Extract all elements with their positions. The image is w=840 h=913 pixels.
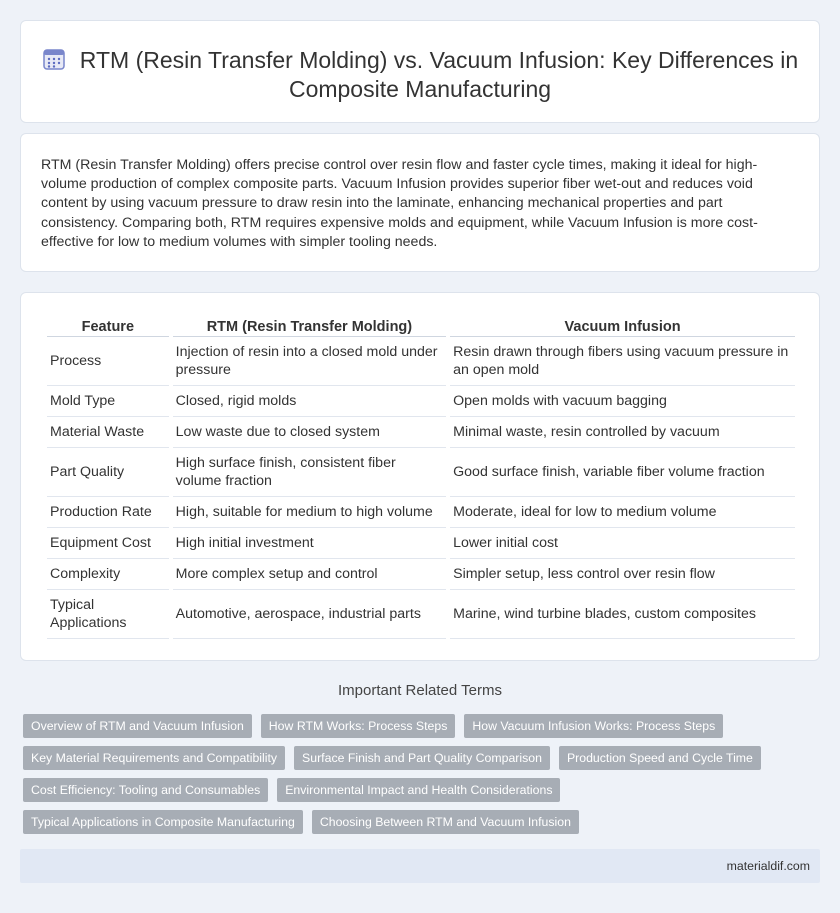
vacuum-cell: Moderate, ideal for low to medium volume bbox=[450, 497, 795, 528]
rtm-cell: Injection of resin into a closed mold under pressure bbox=[173, 337, 446, 386]
tag-row bbox=[23, 714, 813, 738]
related-term-tag[interactable]: Production Speed and Cycle Time bbox=[559, 746, 761, 770]
table-row bbox=[47, 337, 795, 386]
table-row bbox=[47, 528, 795, 559]
comparison-card bbox=[20, 292, 820, 661]
vacuum-cell: Simpler setup, less control over resin flow bbox=[450, 559, 795, 590]
calendar-icon bbox=[42, 47, 66, 71]
vacuum-cell: Open molds with vacuum bagging bbox=[450, 386, 795, 417]
vacuum-cell: Resin drawn through fibers using vacuum pressure in an open mold bbox=[450, 337, 795, 386]
table-row bbox=[47, 559, 795, 590]
related-term-tag[interactable]: How Vacuum Infusion Works: Process Steps bbox=[464, 714, 723, 738]
rtm-cell: High, suitable for medium to high volume bbox=[173, 497, 446, 528]
vacuum-cell: Marine, wind turbine blades, custom composites bbox=[450, 590, 795, 639]
related-term-tag[interactable]: Overview of RTM and Vacuum Infusion bbox=[23, 714, 252, 738]
intro-paragraph: RTM (Resin Transfer Molding) offers precise control over resin flow and faster cycle times, making it ideal for high-volume production of complex composite parts. Vacuum Infusion provides superior fiber wet-out and reduces void content by using vacuum pressure to draw resin into the laminate, enhancing mechanical properties and part consistency. Comparing both, RTM requires expensive molds and equipment, while Vacuum Infusion is more cost-effective for low to medium volumes with simpler tooling needs. bbox=[41, 157, 758, 250]
vacuum-cell: Good surface finish, variable fiber volume fraction bbox=[450, 448, 795, 497]
tag-row bbox=[23, 778, 813, 802]
related-term-tag[interactable]: Environmental Impact and Health Considerations bbox=[277, 778, 560, 802]
header-vacuum-infusion: Vacuum Infusion bbox=[450, 315, 795, 337]
feature-cell: Complexity bbox=[47, 559, 169, 590]
page-title bbox=[21, 46, 819, 104]
vacuum-cell: Minimal waste, resin controlled by vacuum bbox=[450, 417, 795, 448]
rtm-cell: More complex setup and control bbox=[173, 559, 446, 590]
header-feature: Feature bbox=[47, 315, 169, 337]
table-row bbox=[47, 590, 795, 639]
intro-card bbox=[20, 133, 820, 272]
feature-cell: Material Waste bbox=[47, 417, 169, 448]
feature-cell: Process bbox=[47, 337, 169, 386]
rtm-cell: Low waste due to closed system bbox=[173, 417, 446, 448]
page-title-text: RTM (Resin Transfer Molding) vs. Vacuum Infusion: Key Differences in Composite Manufacturing bbox=[79, 47, 799, 102]
vacuum-cell: Lower initial cost bbox=[450, 528, 795, 559]
feature-cell: Equipment Cost bbox=[47, 528, 169, 559]
related-term-tag[interactable]: Choosing Between RTM and Vacuum Infusion bbox=[312, 810, 579, 834]
rtm-cell: Closed, rigid molds bbox=[173, 386, 446, 417]
table-row bbox=[47, 417, 795, 448]
rtm-cell: Automotive, aerospace, industrial parts bbox=[173, 590, 446, 639]
rtm-cell: High surface finish, consistent fiber volume fraction bbox=[173, 448, 446, 497]
related-terms-list bbox=[23, 714, 813, 842]
related-term-tag[interactable]: Surface Finish and Part Quality Comparison bbox=[294, 746, 550, 770]
title-card bbox=[20, 20, 820, 123]
header-rtm: RTM (Resin Transfer Molding) bbox=[173, 315, 446, 337]
related-term-tag[interactable]: Key Material Requirements and Compatibility bbox=[23, 746, 285, 770]
footer bbox=[20, 849, 820, 883]
tag-row bbox=[23, 746, 813, 770]
feature-cell: Mold Type bbox=[47, 386, 169, 417]
related-term-tag[interactable]: How RTM Works: Process Steps bbox=[261, 714, 456, 738]
site-link[interactable]: materialdif.com bbox=[726, 859, 810, 873]
feature-cell: Production Rate bbox=[47, 497, 169, 528]
related-term-tag[interactable]: Typical Applications in Composite Manufacturing bbox=[23, 810, 303, 834]
table-row bbox=[47, 386, 795, 417]
table-row bbox=[47, 497, 795, 528]
related-terms-title: Important Related Terms bbox=[338, 682, 502, 699]
feature-cell: Typical Applications bbox=[47, 590, 169, 639]
table-row bbox=[47, 448, 795, 497]
related-term-tag[interactable]: Cost Efficiency: Tooling and Consumables bbox=[23, 778, 268, 802]
table-header-row bbox=[47, 315, 795, 337]
feature-cell: Part Quality bbox=[47, 448, 169, 497]
tag-row bbox=[23, 810, 813, 834]
comparison-table bbox=[43, 315, 799, 639]
rtm-cell: High initial investment bbox=[173, 528, 446, 559]
